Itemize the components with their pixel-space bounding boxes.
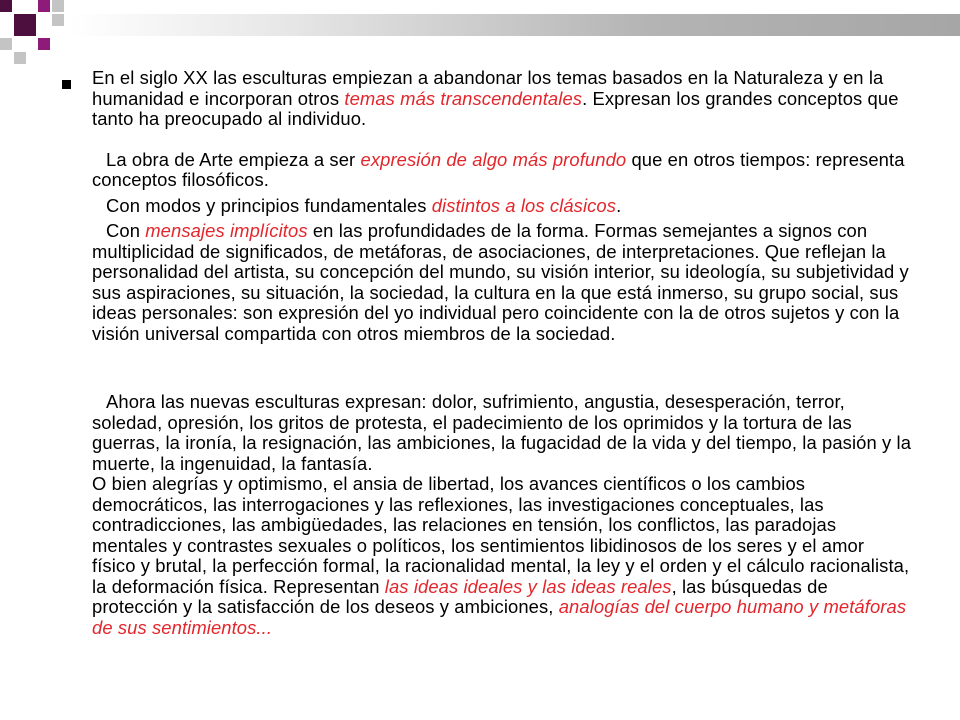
deco-square-magenta-1	[38, 0, 50, 12]
deco-square-dark-1	[0, 0, 12, 12]
header-gradient-bar	[70, 14, 960, 36]
deco-square-light-4	[14, 52, 26, 64]
square-bullet-icon	[62, 80, 71, 89]
paragraph-3: Con modos y principios fundamentales distintos a los clásicos.	[106, 194, 622, 216]
paragraph-4: Con mensajes implícitos en las profundidades de la forma. Formas semejantes a signos con multiplicidad de significados, de metáforas, de asociaciones, de interpretaciones. Que reflejan la personalidad del artista, su concepción del mundo, su visión interior, su ideología, su subjetividad y sus aspiraciones, su situación, la sociedad, la cultura en la que está inmerso, su grupo social, sus ideas personales: son expresión del yo individual pero coincidente con la de otros sujetos y con la visión universal compartida con otros miembros de la sociedad.	[92, 220, 909, 344]
highlight-text: expresión de algo más profundo	[360, 148, 627, 170]
paragraph-6: O bien alegrías y optimismo, el ansia de libertad, los avances científicos o los cambios democráticos, las interrogaciones y las reflexiones, las investigaciones conceptuales, las contradicciones, las ambigüedades, las relaciones en tensión, los conflictos, las paradojas mentales y contrastes sexuales o políticos, los sentimientos libidinosos de los seres y el amor físico y brutal, la perfección formal, la racionalidad mental, la ley y el orden y el cálculo racionalista, la deformación física. Representan las ideas ideales y las ideas reales, las búsquedas de protección y la satisfacción de los deseos y ambiciones, analogías del cuerpo humano y metáforas de sus sentimientos...	[92, 473, 910, 638]
deco-square-light-1	[0, 38, 12, 50]
paragraph-2: La obra de Arte empieza a ser expresión de algo más profundo que en otros tiempos: representa conceptos filosóficos.	[92, 148, 905, 190]
paragraph-1: En el siglo XX las esculturas empiezan a abandonar los temas basados en la Naturaleza y en la humanidad e incorporan otros temas más transcendentales. Expresan los grandes conceptos que tanto ha preocupado al individuo.	[92, 67, 899, 129]
highlight-text: mensajes implícitos	[145, 220, 308, 241]
deco-square-light-2	[52, 0, 64, 12]
highlight-text: analogías del cuerpo humano y metáforas de sus sentimientos...	[92, 596, 907, 638]
slide-body	[92, 68, 912, 638]
highlight-text: las ideas ideales y las ideas reales	[384, 575, 672, 597]
deco-square-dark-2	[14, 14, 36, 36]
paragraph-5: Ahora las nuevas esculturas expresan: dolor, sufrimiento, angustia, desesperación, terror, soledad, opresión, los gritos de protesta, el padecimiento de los oprimidos y la tortura de las guerras, la ironía, la resignación, las ambiciones, la fugacidad de la vida y del tiempo, la pasión y la muerte, la ingenuidad, la fantasía.	[92, 391, 912, 474]
highlight-text: temas más transcendentales	[344, 87, 583, 109]
deco-square-light-3	[52, 14, 64, 26]
deco-square-magenta-2	[38, 38, 50, 50]
highlight-text: distintos a los clásicos	[431, 194, 617, 216]
